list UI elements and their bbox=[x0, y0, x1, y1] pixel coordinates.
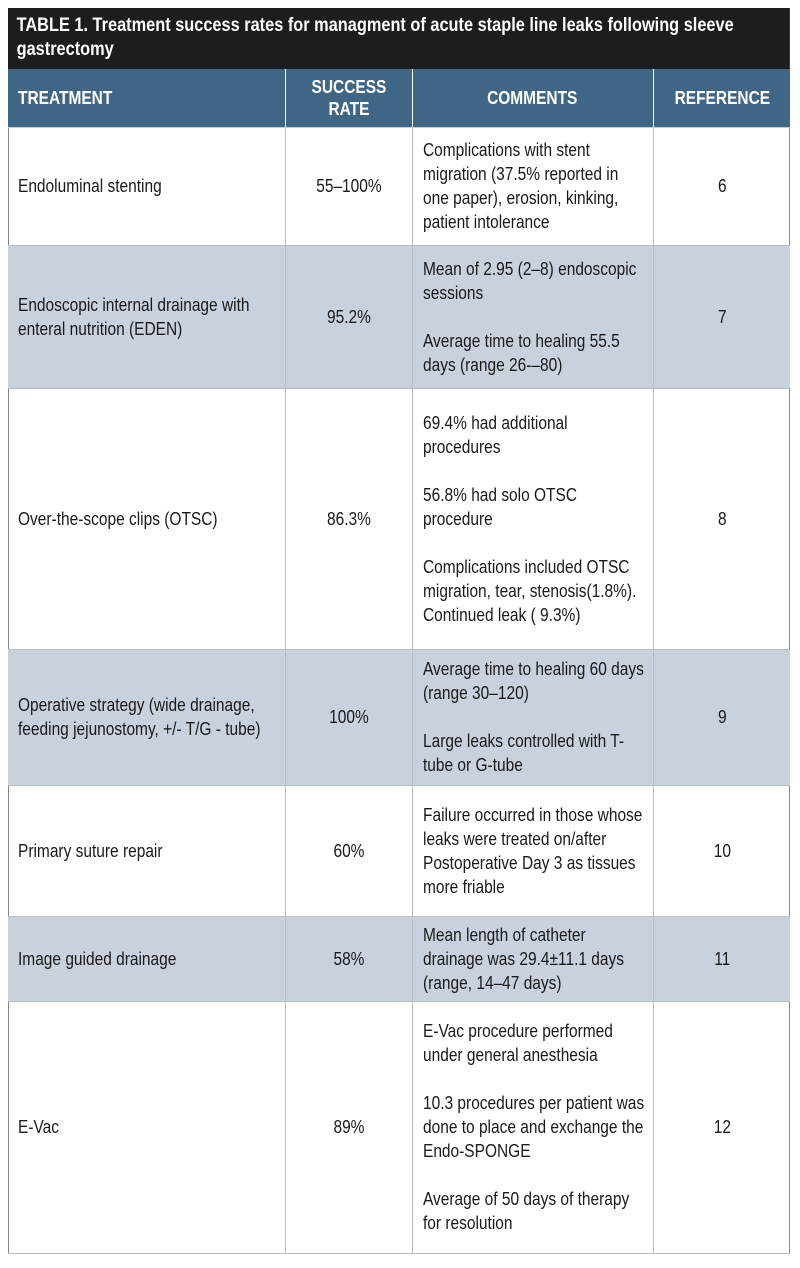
table-row bbox=[8, 388, 790, 649]
success-rate-cell: 55–100% bbox=[285, 127, 412, 245]
comments-cell bbox=[412, 388, 653, 649]
table-title: TABLE 1. Treatment success rates for managment of acute staple line leaks following sleeve gastrectomy bbox=[8, 8, 790, 69]
reference-cell: 9 bbox=[653, 649, 790, 785]
comment-text: Mean length of catheter drainage was 29.4±11.1 days (range, 14–47 days) bbox=[422, 924, 624, 993]
table-row bbox=[8, 127, 790, 245]
comments-cell bbox=[412, 127, 653, 245]
success-rate-cell: 95.2% bbox=[285, 245, 412, 388]
header-row bbox=[8, 69, 790, 127]
success-rate-cell: 60% bbox=[285, 785, 412, 916]
reference-cell: 12 bbox=[653, 1001, 790, 1253]
comment-text: 56.8% had solo OTSC procedure bbox=[422, 484, 577, 529]
table-row bbox=[8, 916, 790, 1001]
comment-text: Failure occurred in those whose leaks were treated on/after Postoperative Day 3 as tissues more friable bbox=[422, 804, 642, 897]
comment-text: Complications included OTSC migration, tear, stenosis(1.8%). Continued leak ( 9.3%) bbox=[422, 556, 636, 625]
reference-cell: 11 bbox=[653, 916, 790, 1001]
comment-text: 69.4% had additional procedures bbox=[422, 412, 568, 457]
comment-text: E-Vac procedure performed under general anesthesia bbox=[422, 1021, 613, 1065]
header-success-line1: SUCCESS bbox=[311, 76, 386, 97]
header-treatment: TREATMENT bbox=[8, 69, 285, 127]
treatment-table bbox=[8, 69, 790, 1254]
table-row bbox=[8, 785, 790, 916]
treatment-cell: Endoscopic internal drainage with enteral nutrition (EDEN) bbox=[8, 245, 285, 388]
reference-cell: 6 bbox=[653, 127, 790, 245]
success-rate-cell: 58% bbox=[285, 916, 412, 1001]
comments-cell bbox=[412, 785, 653, 916]
table-row bbox=[8, 649, 790, 785]
table-row bbox=[8, 1001, 790, 1253]
comments-cell bbox=[412, 916, 653, 1001]
comment-text: Average time to healing 60 days (range 30–120) bbox=[422, 659, 644, 703]
treatment-cell: Primary suture repair bbox=[8, 785, 285, 916]
comments-cell bbox=[412, 245, 653, 388]
header-success-line2: RATE bbox=[327, 98, 369, 119]
comment-text: Large leaks controlled with T-tube or G-tube bbox=[422, 731, 624, 775]
reference-cell: 10 bbox=[653, 785, 790, 916]
comments-cell bbox=[412, 1001, 653, 1253]
comment-text: Mean of 2.95 (2–8) endoscopic sessions bbox=[422, 258, 636, 303]
comment-text: 10.3 procedures per patient was done to place and exchange the Endo-SPONGE bbox=[422, 1093, 644, 1161]
treatment-cell: Over-the-scope clips (OTSC) bbox=[8, 388, 285, 649]
success-rate-cell: 86.3% bbox=[285, 388, 412, 649]
treatment-cell: Image guided drainage bbox=[8, 916, 285, 1001]
reference-cell: 8 bbox=[653, 388, 790, 649]
comment-text: Average of 50 days of therapy for resolution bbox=[422, 1189, 629, 1233]
comment-text: Complications with stent migration (37.5% reported in one paper), erosion, kinking, patient intolerance bbox=[422, 140, 618, 232]
success-rate-cell: 89% bbox=[285, 1001, 412, 1253]
success-rate-cell: 100% bbox=[285, 649, 412, 785]
treatment-cell: E-Vac bbox=[8, 1001, 285, 1253]
treatment-cell: Operative strategy (wide drainage, feeding jejunostomy, +/- T/G - tube) bbox=[8, 649, 285, 785]
comment-text: Average time to healing 55.5 days (range 26-–80) bbox=[422, 330, 620, 375]
treatment-cell: Endoluminal stenting bbox=[8, 127, 285, 245]
header-reference: REFERENCE bbox=[653, 69, 790, 127]
reference-cell: 7 bbox=[653, 245, 790, 388]
header-comments: COMMENTS bbox=[412, 69, 653, 127]
table-row bbox=[8, 245, 790, 388]
comments-cell bbox=[412, 649, 653, 785]
header-success-rate bbox=[285, 69, 412, 127]
